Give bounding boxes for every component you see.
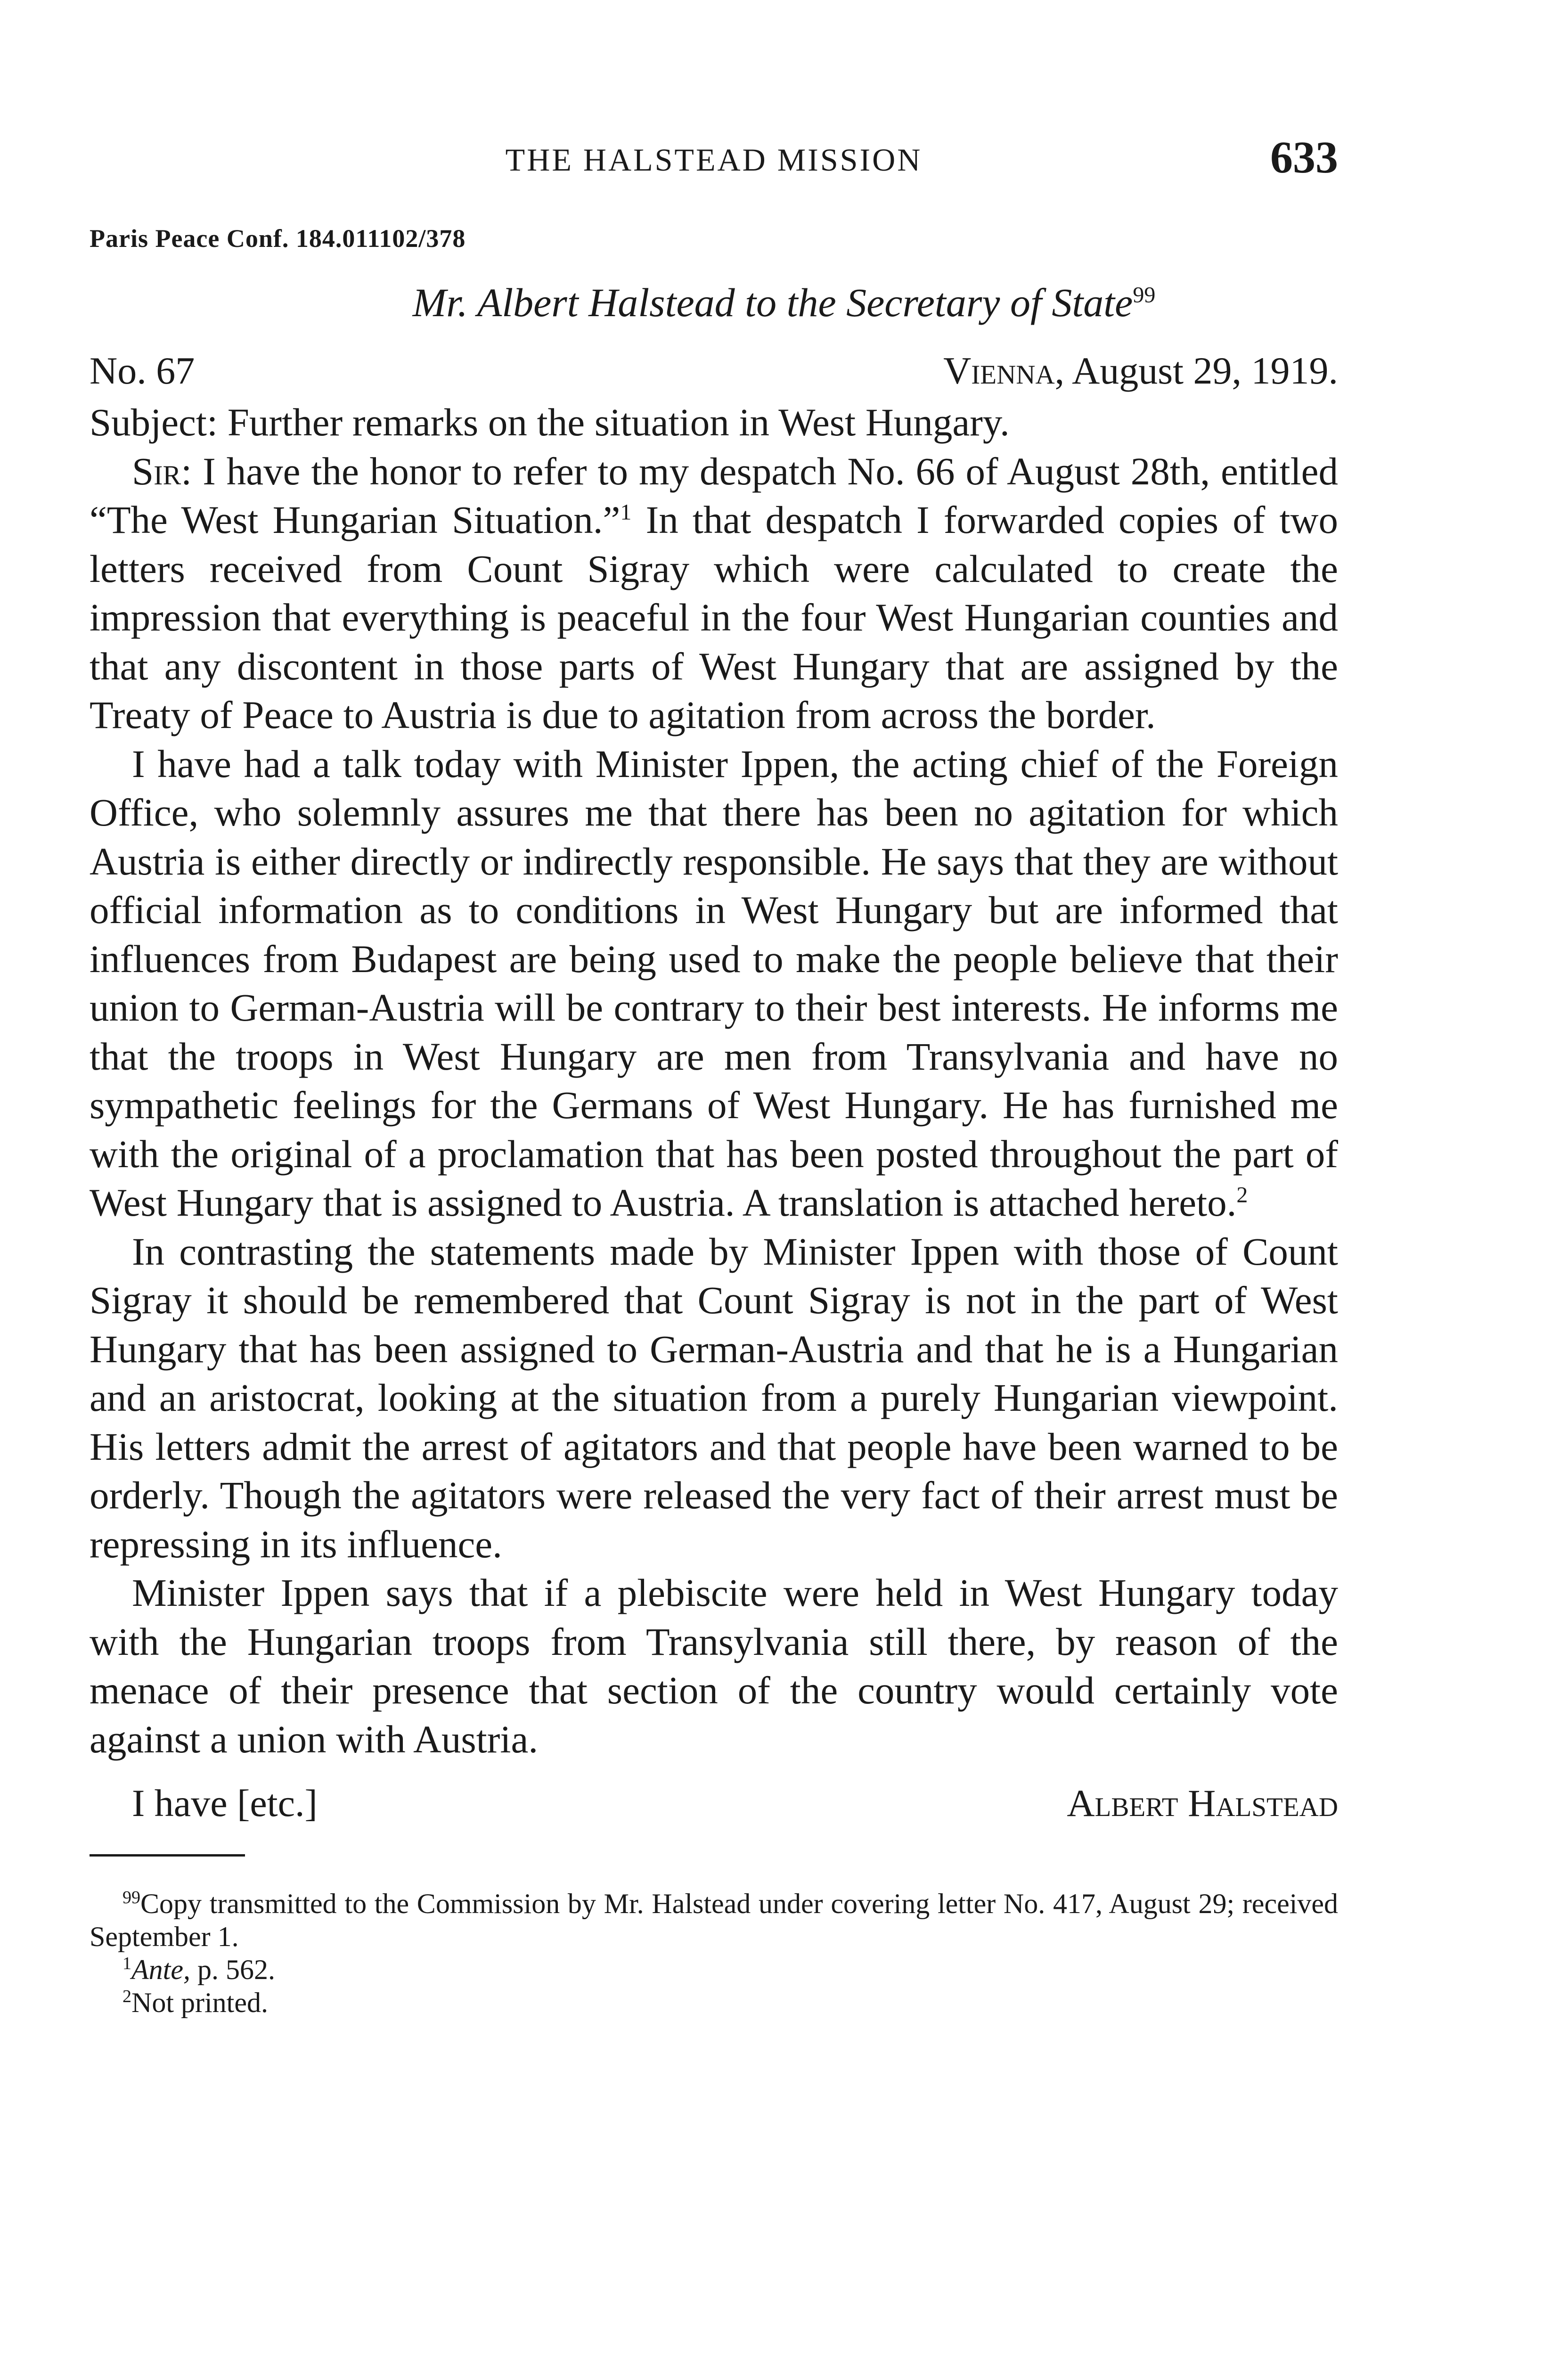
closing-text: I have [etc.]: [132, 1782, 318, 1824]
page-number: 633: [1270, 132, 1338, 182]
paragraph-4: Minister Ippen says that if a plebiscite were held in West Hungary today with the Hungarian troops from Transylvania still there, by reason of the menace of their presence that section of the country would certainly vote against a union with Austria.: [90, 1571, 1338, 1761]
paragraph-1-text-b: In that despatch I forwarded copies of two letters received from Count Sigray which were calculated to create the impression that everything is peaceful in the four West Hungarian counties and that any discontent in those parts of West Hungary that are assigned by the Treaty of Peace to Austria is due to agitation from across the border.: [90, 498, 1339, 736]
footnote-mark: 99: [122, 1888, 140, 1907]
footnote-mark: 1: [122, 1954, 131, 1973]
subject-line: Subject: Further remarks on the situation in West Hungary.: [90, 401, 1010, 444]
running-head: [90, 132, 1338, 188]
footnote-ref-1: 1: [620, 499, 632, 525]
footnote-italic-text: Ante,: [131, 1954, 190, 1985]
signature: Albert Halstead: [1067, 1782, 1338, 1824]
paragraph-2-text: I have had a talk today with Minister Ippen, the acting chief of the Foreign Office, who solemnly assures me that there has been no agitation for which Austria is either directly or indirectly responsible. He says that they are without official information as to conditions in West Hungary but are informed that influences from Budapest are being used to make the people believe that their union to German-Austria will be contrary to their best interests. He informs me that the troops in West Hungary are men from Transylvania and have no sympathetic feelings for the Germans of West Hungary. He has furnished me with the original of a proclamation that has been posted throughout the part of West Hungary that is assigned to Austria. A translation is attached hereto.: [90, 742, 1338, 1224]
footnote-2: [90, 1986, 1338, 2019]
date: , August 29, 1919.: [1054, 349, 1338, 392]
paragraph-1: [90, 447, 1338, 740]
document-heading-text: Mr. Albert Halstead to the Secretary of State: [412, 280, 1133, 325]
footnote-text: Not printed.: [131, 1987, 268, 2018]
footnote-text: Copy transmitted to the Commission by Mr. Halstead under covering letter No. 417, August 29; received September 1.: [90, 1888, 1338, 1952]
place-date: [943, 349, 1338, 393]
document-heading: [0, 279, 1568, 326]
salutation: Sir: [132, 449, 181, 493]
place: Vienna: [943, 349, 1055, 392]
footnote-text: p. 562.: [190, 1954, 275, 1985]
footnote-ref-2: 2: [1236, 1182, 1248, 1208]
file-reference: Paris Peace Conf. 184.011102/378: [90, 224, 466, 253]
document-meta: [90, 349, 1338, 401]
footnotes: [90, 1887, 1338, 2019]
heading-footnote-mark: 99: [1133, 282, 1156, 308]
paragraph-1-text-a: : I have the honor to refer to my despatch No. 66 of August 28th, entitled “The West Hungarian Situation.”: [90, 449, 1338, 541]
paragraph-2: [90, 740, 1338, 1227]
footnote-divider: [90, 1854, 245, 1857]
paragraph-3: In contrasting the statements made by Minister Ippen with those of Count Sigray it should be remembered that Count Sigray is not in the part of West Hungary that has been assigned to German-Austria and that he is a Hungarian and an aristocrat, looking at the situation from a purely Hungarian viewpoint. His letters admit the arrest of agitators and that people have been warned to be orderly. Though the agitators were released the very fact of their arrest must be repressing in its influence.: [90, 1229, 1338, 1566]
document-number: No. 67: [90, 349, 195, 392]
footnote-mark: 2: [122, 1987, 131, 2006]
closing-row: [90, 1781, 1338, 1833]
running-title: THE HALSTEAD MISSION: [505, 142, 923, 178]
letter-body: [90, 398, 1338, 1764]
footnote-1: [90, 1953, 1338, 1986]
footnote-99: [90, 1887, 1338, 1953]
